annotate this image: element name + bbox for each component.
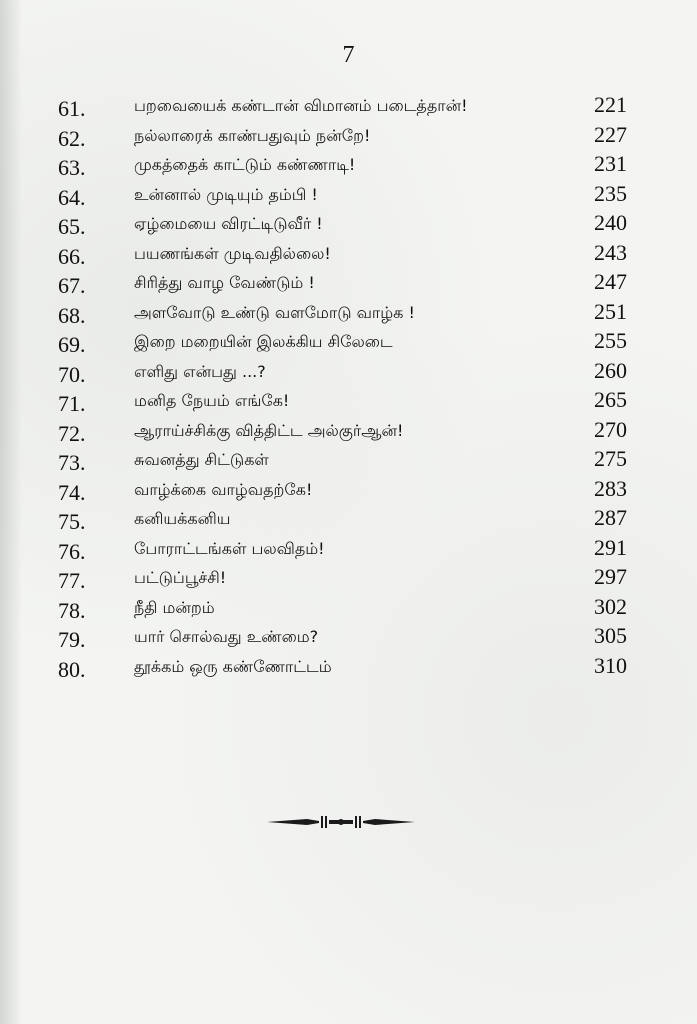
entry-number: 64. (58, 184, 86, 210)
toc-entry-75 (0, 505, 697, 535)
entry-title: வாழ்க்கை வாழ்வதற்கே! (134, 479, 313, 499)
entry-title: தூக்கம் ஒரு கண்ணோட்டம் (134, 656, 332, 676)
toc-entry-72 (0, 417, 697, 447)
toc-entry-63 (0, 151, 697, 181)
entry-page: 310 (594, 652, 627, 678)
entry-number: 73. (58, 450, 86, 475)
entry-page: 231 (594, 151, 627, 176)
toc-entry-74 (0, 476, 697, 506)
toc-entry-79 (0, 623, 697, 653)
entry-page: 305 (594, 623, 627, 648)
toc-entry-66 (0, 240, 697, 270)
entry-title: இறை மறையின் இலக்கிய சிலேடை (134, 332, 393, 351)
toc-entry-71 (0, 387, 697, 417)
entry-title: எளிது என்பது ...? (134, 361, 266, 381)
entry-title: பட்டுப்பூச்சி! (134, 568, 227, 587)
entry-title: ஏழ்மையை விரட்டிடுவீர் ! (134, 214, 323, 233)
entry-number: 74. (58, 479, 86, 505)
entry-number: 61. (58, 96, 86, 121)
entry-number: 65. (58, 214, 86, 239)
entry-number: 76. (58, 538, 86, 564)
toc-entry-65 (0, 210, 697, 240)
entry-title: மனித நேயம் எங்கே! (134, 391, 290, 410)
entry-page: 251 (594, 298, 627, 324)
entry-number: 67. (58, 273, 86, 298)
entry-page: 283 (594, 475, 627, 501)
toc-entry-77 (0, 564, 697, 594)
toc-entry-61 (0, 92, 697, 122)
entry-number: 63. (58, 155, 86, 180)
entry-page: 302 (594, 593, 627, 619)
entry-page: 265 (594, 387, 627, 412)
entry-page: 235 (594, 180, 627, 206)
entry-title: பயணங்கள் முடிவதில்லை! (134, 243, 331, 263)
entry-title: கனியக்கனிய (134, 509, 231, 528)
toc-entry-62 (0, 122, 697, 152)
toc-entry-80 (0, 653, 697, 683)
entry-page: 227 (594, 121, 627, 147)
entry-number: 72. (58, 420, 86, 446)
entry-number: 70. (58, 361, 86, 387)
entry-title: பறவையைக் கண்டான் விமானம் படைத்தான்! (134, 96, 468, 115)
toc-entry-68 (0, 299, 697, 329)
entry-page: 247 (594, 269, 627, 294)
toc-entry-73 (0, 446, 697, 476)
toc-entry-69 (0, 328, 697, 358)
entry-number: 75. (58, 509, 86, 534)
entry-page: 270 (594, 416, 627, 442)
entry-number: 71. (58, 391, 86, 416)
entry-title: சுவனத்து சிட்டுகள் (134, 450, 269, 469)
entry-page: 240 (594, 210, 627, 235)
toc-entry-76 (0, 535, 697, 565)
entry-title: யார் சொல்வது உண்மை? (134, 627, 319, 646)
ornament-divider-icon (267, 810, 415, 834)
entry-title: ஆராய்ச்சிக்கு வித்திட்ட அல்குர்ஆன்! (134, 420, 404, 440)
entry-title: போராட்டங்கள் பலவிதம்! (134, 538, 325, 558)
entry-number: 77. (58, 568, 86, 593)
entry-number: 68. (58, 302, 86, 328)
entry-page: 221 (594, 92, 627, 117)
entry-page: 297 (594, 564, 627, 589)
entry-page: 291 (594, 534, 627, 560)
entry-number: 80. (58, 656, 86, 682)
entry-number: 78. (58, 597, 86, 623)
entry-title: அளவோடு உண்டு வளமோடு வாழ்க ! (134, 302, 415, 322)
entry-number: 62. (58, 125, 86, 151)
entry-title: உன்னால் முடியும் தம்பி ! (134, 184, 318, 204)
entry-title: நீதி மன்றம் (134, 597, 215, 617)
toc-entry-70 (0, 358, 697, 388)
entry-page: 287 (594, 505, 627, 530)
entry-page: 255 (594, 328, 627, 353)
entry-number: 66. (58, 243, 86, 269)
entry-number: 79. (58, 627, 86, 652)
entry-title: முகத்தைக் காட்டும் கண்ணாடி! (134, 155, 356, 174)
entry-page: 243 (594, 239, 627, 265)
entry-page: 260 (594, 357, 627, 383)
toc-entry-67 (0, 269, 697, 299)
table-of-contents (0, 92, 697, 682)
entry-title: சிரித்து வாழ வேண்டும் ! (134, 273, 315, 292)
entry-title: நல்லாரைக் காண்பதுவும் நன்றே! (134, 125, 371, 145)
entry-page: 275 (594, 446, 627, 471)
toc-entry-64 (0, 181, 697, 211)
toc-entry-78 (0, 594, 697, 624)
entry-number: 69. (58, 332, 86, 357)
page-number: 7 (342, 42, 355, 68)
